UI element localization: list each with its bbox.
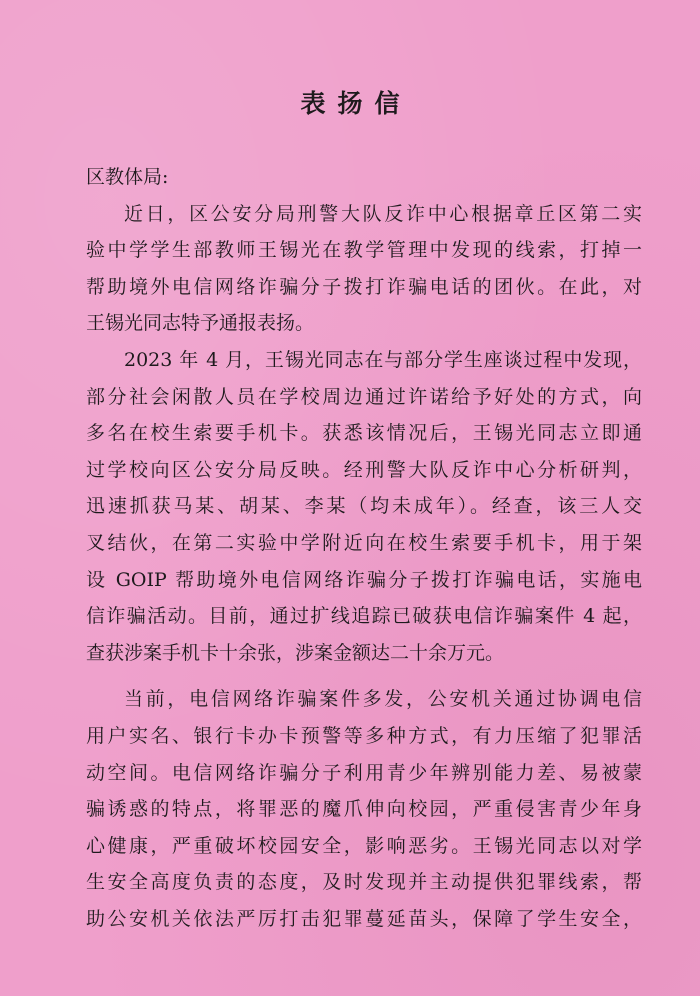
paragraph-gap bbox=[86, 671, 642, 681]
paragraph-2-line-2: 部分社会闲散人员在学校周边通过许诺给予好处的方式，向 bbox=[86, 385, 642, 408]
paragraph-3-line-4: 骗诱惑的特点，将罪恶的魔爪伸向校园，严重侵害青少年身 bbox=[86, 798, 642, 821]
paragraph-3-line-7: 助公安机关依法严厉打击犯罪蔓延苗头，保障了学生安全， bbox=[86, 907, 642, 930]
paragraph-1-line-1: 近日，区公安分局刑警大队反诈中心根据章丘区第二实 bbox=[124, 202, 642, 225]
paragraph-2-line-1: 2023 年 4 月，王锡光同志在与部分学生座谈过程中发现， bbox=[124, 348, 642, 371]
paragraph-2-line-9: 查获涉案手机卡十余张，涉案金额达二十余万元。 bbox=[86, 641, 505, 664]
paragraph-3-line-3: 动空间。电信网络诈骗分子利用青少年辨别能力差、易被蒙 bbox=[86, 761, 642, 784]
paragraph-2-line-7: 设 GOIP 帮助境外电信网络诈骗分子拨打诈骗电话，实施电 bbox=[86, 568, 642, 591]
paragraph-3-line-5: 心健康，严重破坏校园安全，影响恶劣。王锡光同志以对学 bbox=[86, 834, 642, 857]
paragraph-1-line-4: 王锡光同志特予通报表扬。 bbox=[86, 312, 315, 335]
paragraph-3-line-1: 当前，电信网络诈骗案件多发，公安机关通过协调电信 bbox=[124, 688, 642, 711]
letter-title: 表扬信 bbox=[300, 89, 412, 118]
paragraph-2-line-3: 多名在校生索要手机卡。获悉该情况后，王锡光同志立即通 bbox=[86, 422, 642, 445]
paragraph-2-line-4: 过学校向区公安分局反映。经刑警大队反诈中心分析研判， bbox=[86, 458, 642, 481]
paragraph-2-line-8: 信诈骗活动。目前，通过扩线追踪已破获电信诈骗案件 4 起， bbox=[86, 605, 642, 628]
salutation: 区教体局: bbox=[86, 166, 169, 188]
paragraph-1-line-2: 验中学学生部教师王锡光在教学管理中发现的线索，打掉一 bbox=[86, 239, 642, 262]
paragraph-2-line-6: 叉结伙，在第二实验中学附近向在校生索要手机卡，用于架 bbox=[86, 531, 642, 554]
paragraph-3-line-6: 生安全高度负责的态度，及时发现并主动提供犯罪线索，帮 bbox=[86, 871, 642, 894]
paragraph-2-line-5: 迅速抓获马某、胡某、李某（均未成年）。经查，该三人交 bbox=[86, 495, 642, 518]
letter-body bbox=[86, 159, 642, 937]
paragraph-1-line-3: 帮助境外电信网络诈骗分子拨打诈骗电话的团伙。在此，对 bbox=[86, 275, 642, 298]
paragraph-3-line-2: 用户实名、银行卡办卡预警等多种方式，有力压缩了犯罪活 bbox=[86, 724, 642, 747]
